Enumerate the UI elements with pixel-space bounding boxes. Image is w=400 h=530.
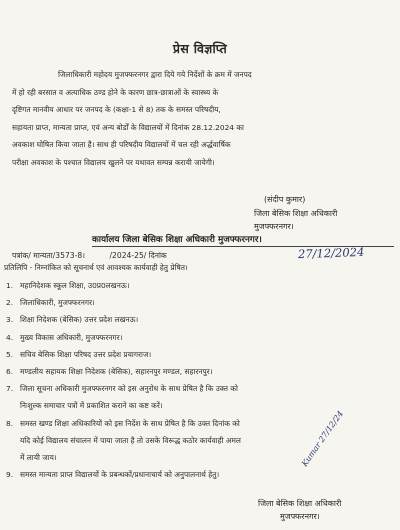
signature-block-top (254, 193, 337, 234)
handwritten-initials: Kumar 27/12/24 (300, 409, 346, 469)
list-item: 8. समस्त खण्ड शिक्षा अधिकारियों को इस निर्देश के साथ प्रेषित है कि उक्त दिनांक को यदि कोई विद्यालय संचालन में पाया जाता है तो उसके विरूद्ध कठोर कार्यवाही अमल में लायी जाय। (6, 418, 241, 463)
list-item: 4. मुख्य विकास अधिकारी, मुजफ्फरनगर। (6, 332, 123, 342)
document-title: प्रेस विज्ञप्ति (172, 41, 228, 56)
list-item: 7. जिला सूचना अधिकारी मुजफ्फरनगर को इस अनुरोध के साथ प्रेषित है कि उक्त को निःशुल्क समाचार पत्रों में प्रकाशित कराने का कष्ट करें। (6, 384, 238, 411)
list-item: 1. महानिदेशक स्कूल शिक्षा, उ0प्र0लखनऊ। (6, 281, 130, 290)
paragraph-line: सहायता प्राप्त, मान्यता प्राप्त, एवं अन्य बोर्डों के विद्यालयों में दिनांक 28.12.2024 का (12, 122, 244, 132)
signatory-designation: जिला बेसिक शिक्षा अधिकारी (254, 208, 338, 218)
signatory-location: मुजफ्फरनगर। (254, 222, 294, 231)
reference-year-date: /2024-25/ दिनांक (109, 251, 167, 260)
paragraph-line: में हो रही बरसात व अत्याधिक ठण्ड होने के कारण छात्र-छात्राओं के स्वास्थ्य के (12, 87, 219, 97)
paragraph-line: दृष्टिगत मानवीय आधार पर जनपद के (कक्षा-1 से 8) तक के समस्त परिषदीय, (12, 105, 221, 115)
list-item: 9. समस्त मान्यता प्राप्त विद्यालयों के प्रबन्धकों/प्रधानाचार्य को अनुपालनार्थ हेतु। (6, 470, 220, 480)
copy-to-heading: प्रतिलिपि - निम्नांकित को सूचनार्थ एवं आवश्यक कार्यवाही हेतु प्रेषित। (4, 263, 188, 272)
paragraph-line: परीक्षा अवकाश के पश्चात विद्यालय खुलने पर यथावत सम्पन्न करायी जायेगी। (12, 157, 215, 167)
recipient-list (6, 277, 394, 483)
signatory-location: मुजफ्फरनगर। (280, 512, 320, 521)
list-item: 2. जिलाधिकारी, मुजफ्फरनगर। (6, 298, 95, 308)
list-item: 3. शिक्षा निदेशक (बेसिक) उत्तर प्रदेश लखनऊ। (6, 315, 139, 325)
list-item: 5. सचिव बेसिक शिक्षा परिषद उत्तर प्रदेश प्रयागराज। (6, 349, 152, 359)
signatory-designation: जिला बेसिक शिक्षा अधिकारी (258, 499, 342, 508)
reference-number: पत्रांक/ मान्यता/3573-8। (12, 251, 86, 260)
signature-block-bottom (258, 497, 341, 523)
announcement-paragraph (12, 66, 390, 172)
paragraph-line: जिलाधिकारी महोदय मुजफ्फरनगर द्वारा दिये गये निर्देशों के क्रम में जनपद (58, 70, 252, 79)
handwritten-date: 27/12/2024 (297, 244, 365, 262)
signatory-name: (संदीप कुमार) (264, 195, 306, 204)
reference-line (12, 251, 189, 261)
office-heading: कार्यालय जिला बेसिक शिक्षा अधिकारी मुजफ्फरनगर। (92, 235, 262, 245)
list-item: 6. मण्डलीय सहायक शिक्षा निदेशक (बेसिक), सहारनपुर मण्डल, सहारनपुर। (6, 367, 213, 377)
paragraph-line: अवकाश घोषित किया जाता है। साथ ही परिषदीय विद्यालयों में चल रही अर्द्धवार्षिक (12, 140, 231, 150)
